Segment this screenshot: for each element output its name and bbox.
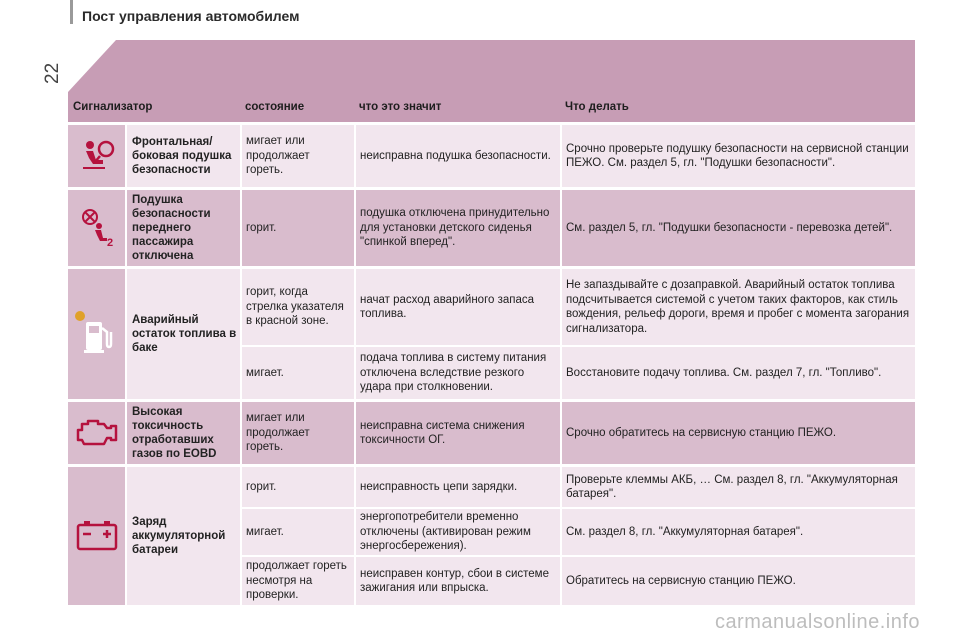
action-cell: Проверьте клеммы АКБ, … См. раздел 8, гл. "Аккумуляторная батарея".: [562, 467, 915, 507]
indicator-name: Аварийный остаток топлива в баке: [127, 269, 240, 399]
table-row: [242, 467, 915, 507]
state-cell: горит, когда стрелка указателя в красной зоне.: [242, 269, 354, 345]
table-row: [242, 347, 915, 399]
table-row: [242, 509, 915, 555]
decorative-band: [68, 40, 915, 92]
svg-text:2: 2: [106, 237, 113, 248]
indicator-name: Высокая токсичность отработавших газов по EOBD: [127, 402, 240, 464]
table-row: [242, 190, 915, 266]
battery-icon: [75, 519, 119, 553]
action-cell: Восстановите подачу топлива. См. раздел 7, гл. "Топливо".: [562, 347, 915, 399]
header-state: состояние: [245, 101, 305, 113]
table-row: [242, 557, 915, 605]
table-row: [242, 125, 915, 187]
meaning-cell: неисправна подушка безопасности.: [356, 125, 560, 187]
page-number-wrap: [14, 40, 63, 84]
state-cell: мигает или продолжает гореть.: [242, 125, 354, 187]
header-indicator: Сигнализатор: [73, 101, 153, 113]
section-title: Пост управления автомобилем: [82, 8, 300, 24]
page-number: 22: [42, 62, 63, 84]
warning-lights-table: [68, 92, 915, 605]
table-row: [242, 402, 915, 464]
icon-cell: [68, 402, 125, 464]
indicator-name: Фронтальная/ боковая подушка безопасности: [127, 125, 240, 187]
state-cell: горит.: [242, 190, 354, 266]
state-cell: продолжает гореть несмотря на проверки.: [242, 557, 354, 605]
meaning-cell: подушка отключена принудительно для установки детского сиденья "спинкой вперед".: [356, 190, 560, 266]
state-cell: мигает или продолжает гореть.: [242, 402, 354, 464]
indicator-name: Заряд аккумуляторной батареи: [127, 467, 240, 605]
table-group-eobd: [68, 402, 915, 464]
table-group-battery: [68, 467, 915, 605]
action-cell: Обратитесь на сервисную станцию ПЕЖО.: [562, 557, 915, 605]
icon-cell: [68, 269, 125, 399]
action-cell: Срочно обратитесь на сервисную станцию ПЕЖО.: [562, 402, 915, 464]
header-meaning: что это значит: [359, 101, 442, 113]
action-cell: Срочно проверьте подушку безопасности на сервисной станции ПЕЖО. См. раздел 5, гл. "Подушки безопасности".: [562, 125, 915, 187]
action-cell: Не запаздывайте с дозаправкой. Аварийный остаток топлива подсчитывается системой с учетом таких факторов, как стиль вождения, рельеф дороги, время и пробег с момента загорания сигнализатора.: [562, 269, 915, 345]
watermark[interactable]: carmanualsonline.info: [714, 611, 920, 633]
table-row: [242, 269, 915, 345]
header-action: Что делать: [565, 101, 629, 113]
airbag-icon: [79, 138, 115, 174]
header-divider: [70, 0, 73, 24]
fuel-pump-icon: [74, 310, 120, 358]
state-cell: мигает.: [242, 347, 354, 399]
icon-cell: [68, 190, 125, 266]
meaning-cell: начат расход аварийного запаса топлива.: [356, 269, 560, 345]
table-group-airbag: [68, 125, 915, 187]
action-cell: См. раздел 5, гл. "Подушки безопасности - перевозка детей".: [562, 190, 915, 266]
icon-cell: [68, 467, 125, 605]
table-header: [68, 92, 915, 122]
engine-check-icon: [74, 416, 120, 450]
icon-cell: [68, 125, 125, 187]
indicator-name: Подушка безопасности переднего пассажира отключена: [127, 190, 240, 266]
meaning-cell: энергопотребители временно отключены (активирован режим энергосбережения).: [356, 509, 560, 555]
action-cell: См. раздел 8, гл. "Аккумуляторная батарея".: [562, 509, 915, 555]
state-cell: горит.: [242, 467, 354, 507]
passenger-airbag-off-icon: [77, 208, 117, 248]
meaning-cell: неисправна система снижения токсичности ОГ.: [356, 402, 560, 464]
meaning-cell: неисправность цепи зарядки.: [356, 467, 560, 507]
meaning-cell: подача топлива в систему питания отключена вследствие резкого удара при столкновении.: [356, 347, 560, 399]
meaning-cell: неисправен контур, сбои в системе зажигания или впрыска.: [356, 557, 560, 605]
table-group-passenger-airbag: [68, 190, 915, 266]
table-group-fuel: [68, 269, 915, 399]
state-cell: мигает.: [242, 509, 354, 555]
